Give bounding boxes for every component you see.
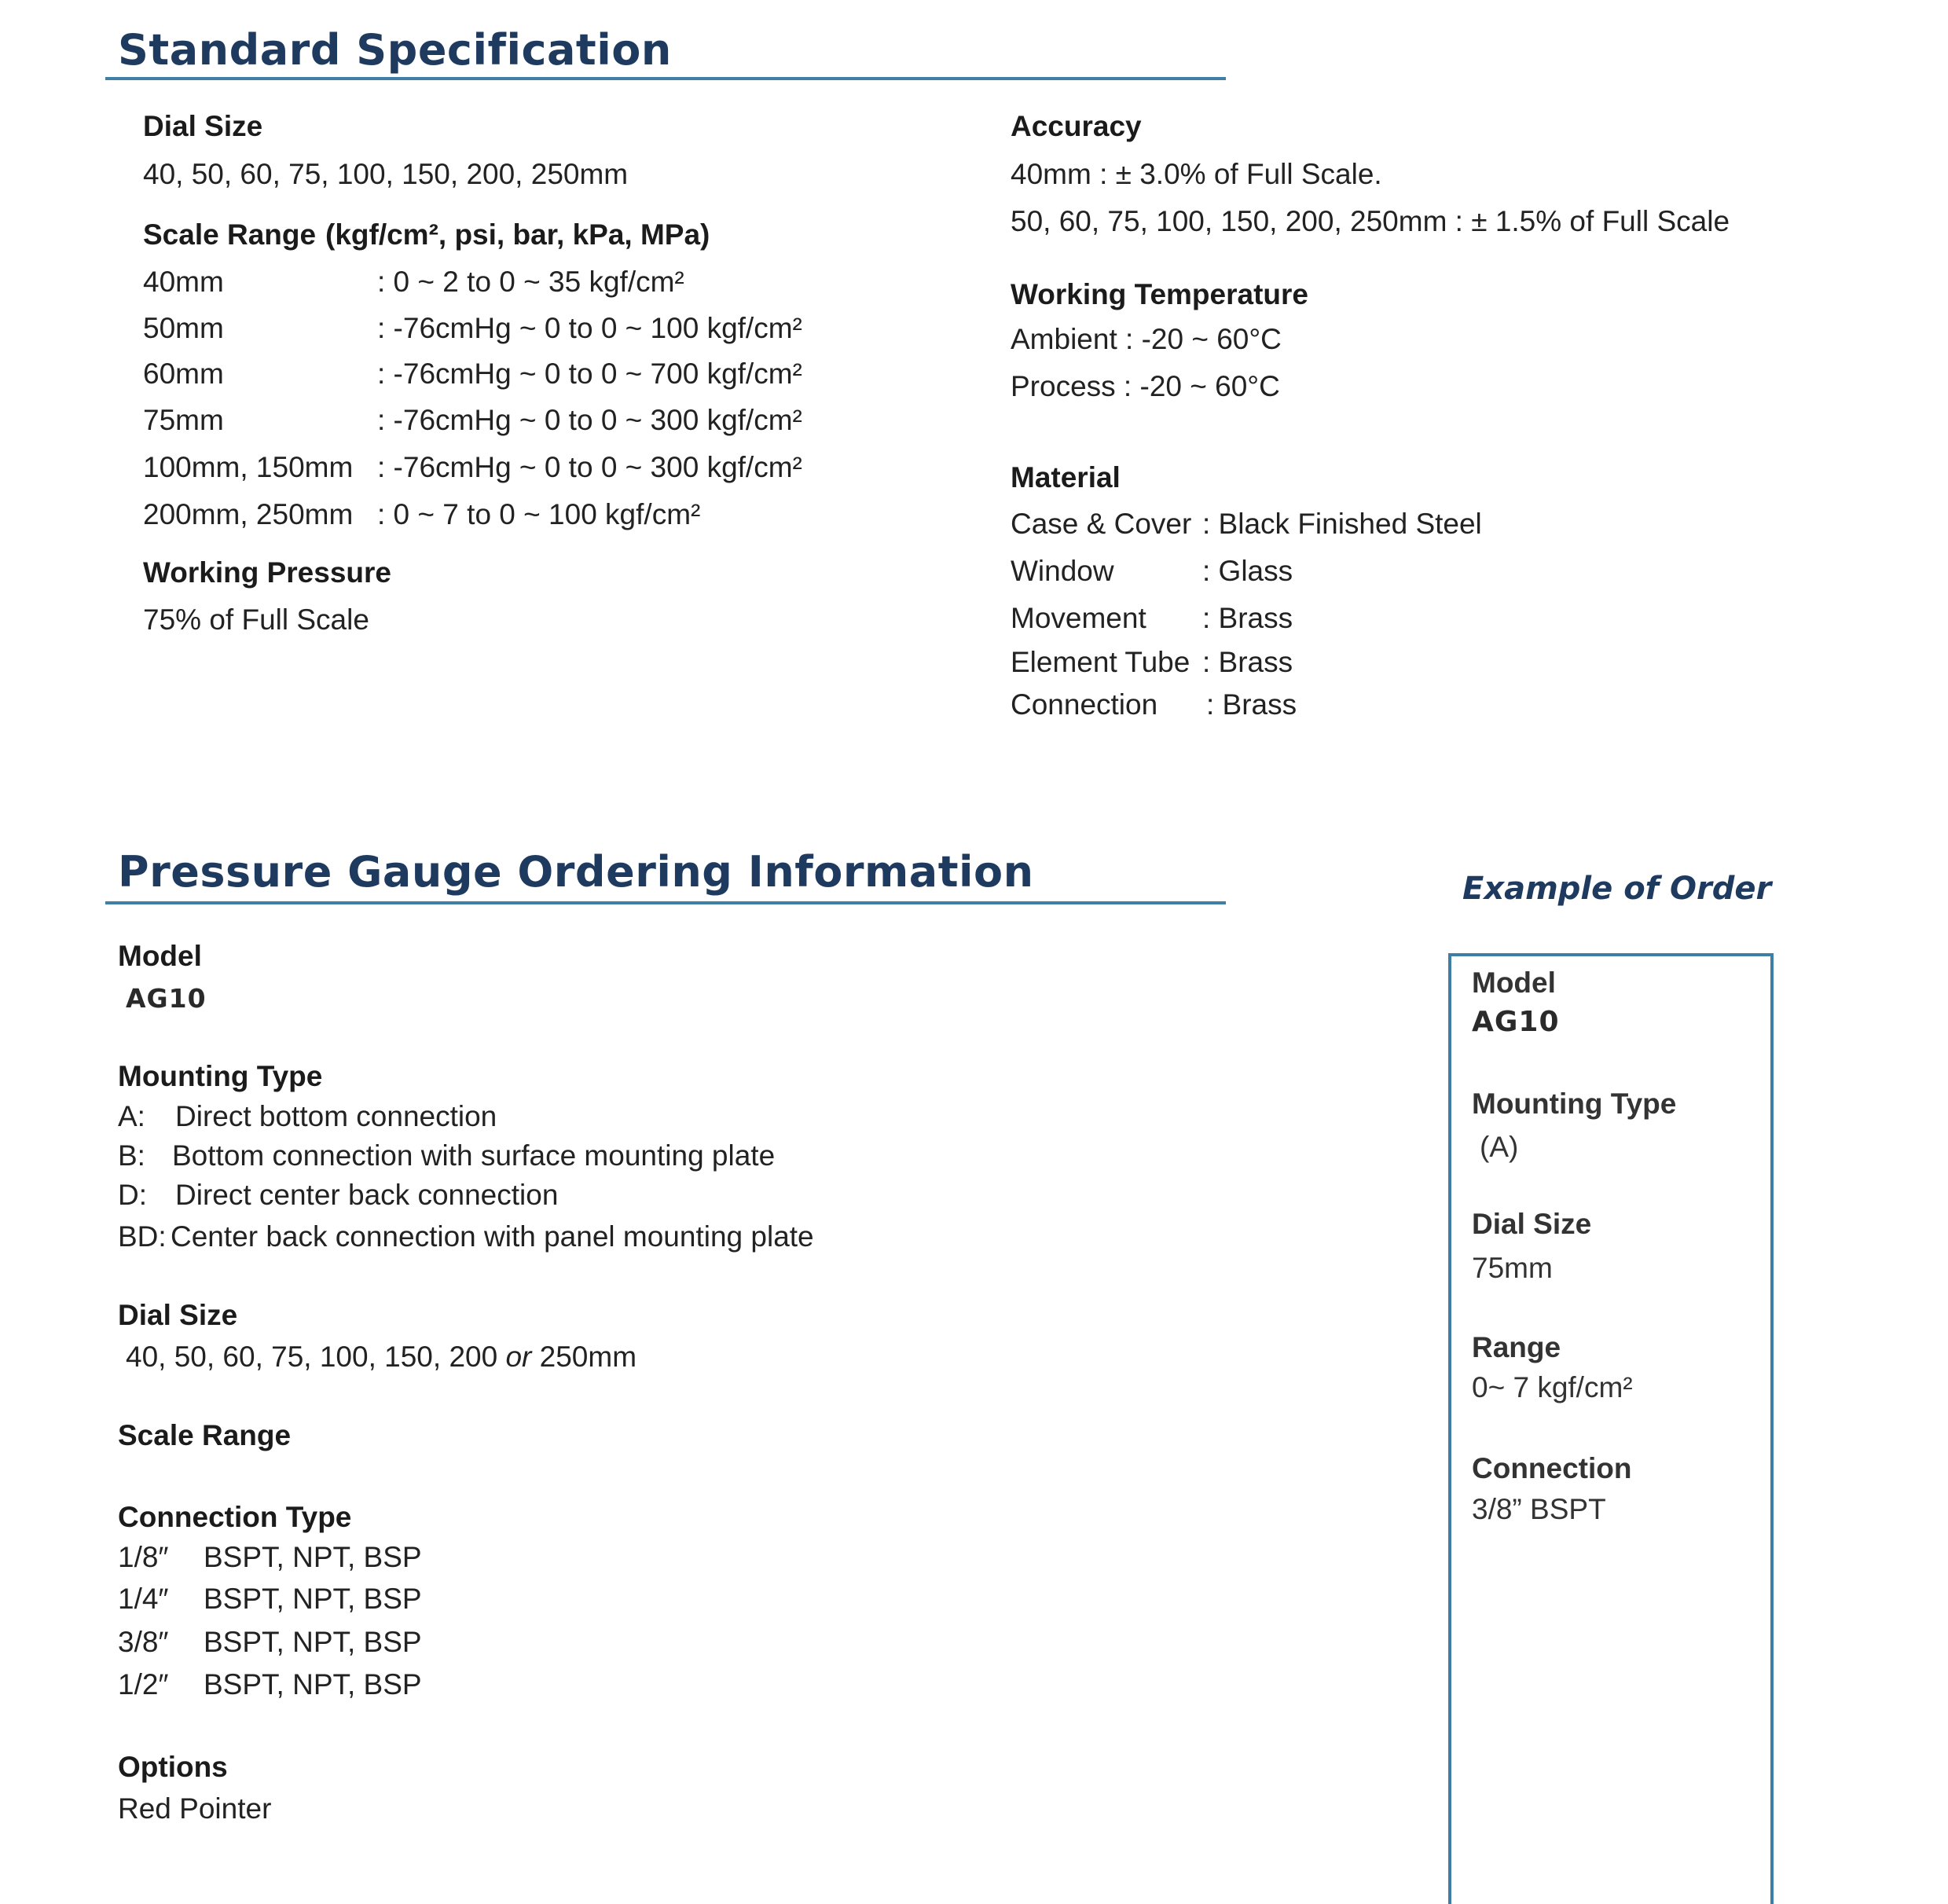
connection-types: BSPT, NPT, BSP xyxy=(204,1668,422,1700)
mounting-desc: Center back connection with panel mounting plate xyxy=(171,1220,814,1253)
ordering-options-label: Options xyxy=(118,1751,228,1783)
material-value: : Brass xyxy=(1202,646,1293,678)
ordering-model-label: Model xyxy=(118,940,202,972)
connection-types: BSPT, NPT, BSP xyxy=(204,1626,422,1658)
spec-dial-size-value: 40, 50, 60, 75, 100, 150, 200, 250mm xyxy=(143,158,629,190)
ordering-options-value: Red Pointer xyxy=(118,1792,272,1825)
connection-size: 1/2″ xyxy=(118,1668,169,1700)
example-connection-value: 3/8” BSPT xyxy=(1472,1493,1606,1525)
material-part: Connection xyxy=(1011,688,1158,721)
spec-accuracy-line: 50, 60, 75, 100, 150, 200, 250mm : ± 1.5% of Full Scale xyxy=(1011,205,1730,237)
example-model-label: Model xyxy=(1472,967,1556,999)
spec-title-rule xyxy=(105,77,1226,80)
mounting-code: B: xyxy=(118,1139,145,1172)
example-mounting-label: Mounting Type xyxy=(1472,1088,1677,1120)
connection-types: BSPT, NPT, BSP xyxy=(204,1583,422,1615)
spec-scale-range-label: Scale Range xyxy=(143,218,317,251)
mounting-code: A: xyxy=(118,1100,145,1132)
material-value: : Brass xyxy=(1202,602,1293,634)
scale-row-range: : 0 ~ 2 to 0 ~ 35 kgf/cm² xyxy=(377,266,684,298)
connection-size: 1/8″ xyxy=(118,1541,169,1573)
spec-working-temperature-label: Working Temperature xyxy=(1011,278,1308,310)
spec-working-pressure-label: Working Pressure xyxy=(143,556,391,589)
spec-working-temperature-line: Ambient : -20 ~ 60°C xyxy=(1011,323,1282,355)
ordering-title-rule xyxy=(105,901,1226,904)
material-part: Element Tube xyxy=(1011,646,1190,678)
spec-title: Standard Specification xyxy=(118,25,672,75)
scale-row-range: : -76cmHg ~ 0 to 0 ~ 300 kgf/cm² xyxy=(377,404,802,436)
spec-working-temperature-line: Process : -20 ~ 60°C xyxy=(1011,370,1280,402)
spec-working-pressure-value: 75% of Full Scale xyxy=(143,603,369,636)
mounting-desc: Direct center back connection xyxy=(175,1179,559,1211)
example-range-value: 0~ 7 kgf/cm² xyxy=(1472,1371,1633,1403)
scale-row-size: 60mm xyxy=(143,358,224,390)
scale-row-size: 75mm xyxy=(143,404,224,436)
mounting-code: D: xyxy=(118,1179,147,1211)
example-title: Example of Order xyxy=(1462,871,1772,907)
scale-row-size: 40mm xyxy=(143,266,224,298)
material-value: : Glass xyxy=(1202,555,1293,587)
spec-scale-range-units: (kgf/cm², psi, bar, kPa, MPa) xyxy=(325,218,710,251)
material-part: Movement xyxy=(1011,602,1146,634)
mounting-code: BD: xyxy=(118,1220,167,1253)
scale-row-size: 100mm, 150mm xyxy=(143,451,354,483)
connection-size: 1/4″ xyxy=(118,1583,169,1615)
ordering-model-value: AG10 xyxy=(126,983,207,1014)
connection-types: BSPT, NPT, BSP xyxy=(204,1541,422,1573)
material-value: : Brass xyxy=(1206,688,1297,721)
material-part: Window xyxy=(1011,555,1114,587)
scale-row-size: 200mm, 250mm xyxy=(143,498,354,530)
connection-size: 3/8″ xyxy=(118,1626,169,1658)
example-dial-label: Dial Size xyxy=(1472,1208,1592,1240)
spec-dial-size-label: Dial Size xyxy=(143,110,263,142)
mounting-desc: Direct bottom connection xyxy=(175,1100,497,1132)
example-dial-value: 75mm xyxy=(1472,1252,1553,1284)
spec-accuracy-line: 40mm : ± 3.0% of Full Scale. xyxy=(1011,158,1382,190)
ordering-dial-size-label: Dial Size xyxy=(118,1299,238,1331)
scale-row-range: : -76cmHg ~ 0 to 0 ~ 100 kgf/cm² xyxy=(377,312,802,344)
spec-material-label: Material xyxy=(1011,461,1121,493)
example-mounting-value: (A) xyxy=(1480,1131,1519,1163)
ordering-dial-size-value xyxy=(126,1341,636,1374)
mounting-desc: Bottom connection with surface mounting plate xyxy=(172,1139,776,1172)
scale-row-range: : -76cmHg ~ 0 to 0 ~ 700 kgf/cm² xyxy=(377,358,802,390)
ordering-scale-range-label: Scale Range xyxy=(118,1419,292,1451)
example-range-label: Range xyxy=(1472,1331,1561,1363)
scale-row-range: : -76cmHg ~ 0 to 0 ~ 300 kgf/cm² xyxy=(377,451,802,483)
dial-size-or: or xyxy=(505,1341,532,1373)
material-value: : Black Finished Steel xyxy=(1202,508,1482,540)
dial-size-list: 40, 50, 60, 75, 100, 150, 200 xyxy=(126,1341,506,1373)
scale-row-range: : 0 ~ 7 to 0 ~ 100 kgf/cm² xyxy=(377,498,701,530)
example-connection-label: Connection xyxy=(1472,1452,1632,1484)
ordering-connection-label: Connection Type xyxy=(118,1501,352,1533)
material-part: Case & Cover xyxy=(1011,508,1192,540)
dial-size-last: 250mm xyxy=(531,1341,637,1373)
scale-row-size: 50mm xyxy=(143,312,224,344)
ordering-mounting-label: Mounting Type xyxy=(118,1060,323,1092)
spec-accuracy-label: Accuracy xyxy=(1011,110,1142,142)
ordering-title: Pressure Gauge Ordering Information xyxy=(118,847,1034,897)
example-model-value: AG10 xyxy=(1472,1006,1560,1038)
